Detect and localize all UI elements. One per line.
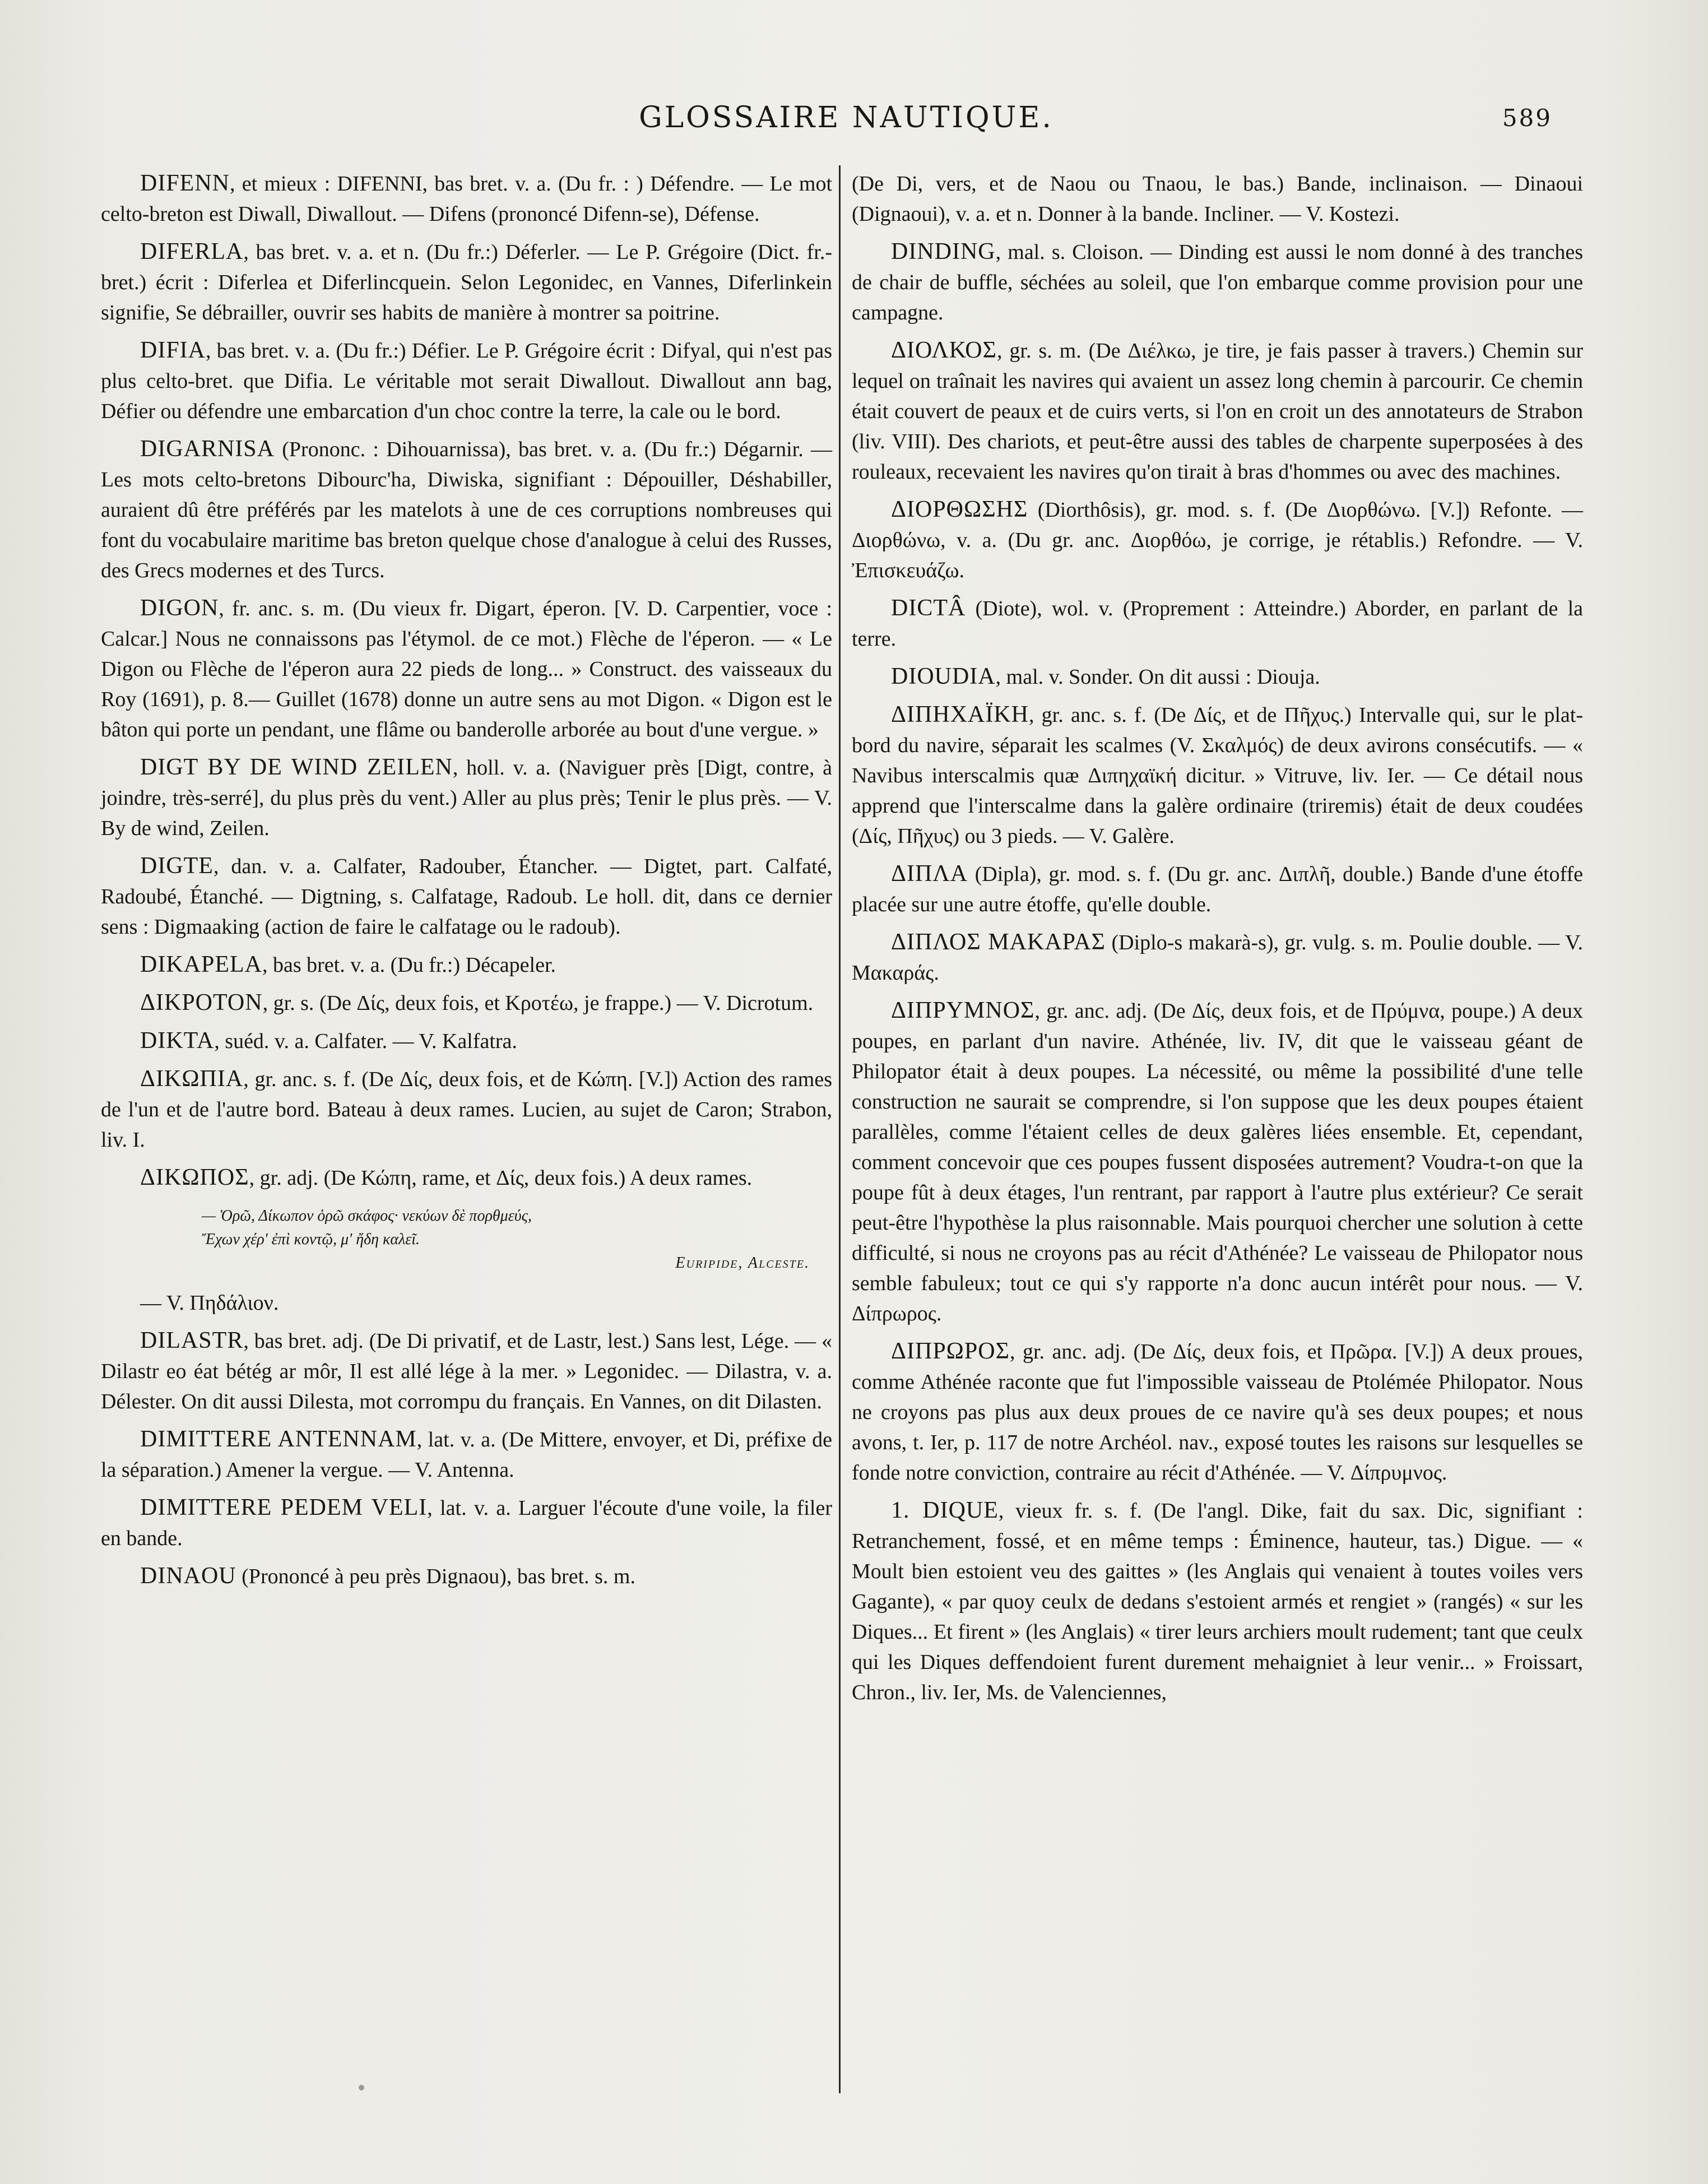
- glossary-entry: [101, 1561, 832, 1592]
- entry-text: , bas bret. v. a. et n. (Du fr.:) Déferler. — Le P. Grégoire (Dict. fr.-bret.) écrit : Diferlea et Diferlincquein. Selon Legonidec, en Vannes, Diferlinkein signifie, Se débrailler, ouvrir ses habits de manière à montrer sa poitrine.: [101, 240, 832, 324]
- entry-headword: ΔΙΠΗΧΑΪΚΗ: [891, 702, 1029, 727]
- glossary-entry: [852, 1495, 1583, 1708]
- glossary-entry: [101, 434, 832, 586]
- entry-text: , dan. v. a. Calfater, Radouber, Étancher. — Digtet, part. Calfaté, Radoubé, Étanché. — Digtning, s. Calfatage, Radoub. Le holl. dit, dans ce dernier sens : Digmaaking (action de faire le calfatage ou le radoub).: [101, 855, 832, 939]
- glossary-entry: [852, 237, 1583, 328]
- entry-headword: 1. DIQUE: [891, 1497, 999, 1523]
- entry-text: , gr. anc. adj. (De Δίς, deux fois, et Πρῶρα. [V.]) A deux proues, comme Athénée raconte que fut l'impossible vaisseau de Ptolémée Philopator. Nous ne croyons pas plus aux deux proues de ce navire qu'à ses deux poupes; et nous avons, t. Ier, p. 117 de notre Archéol. nav., exposé toutes les raisons sur lesquelles se fonde notre conviction, contraire au récit d'Athénée. — V. Δίπρυμνος.: [852, 1340, 1583, 1485]
- entry-text: (Diorthôsis), gr. mod. s. f. (De Διορθώνω. [V.]) Refonte. — Διορθώνω, v. a. (Du gr. anc. Διορθόω, je corrige, je rétablis.) Refondre. — V. Ἐπισκευάζω.: [852, 498, 1583, 582]
- entry-headword: DIMITTERE ANTENNAM: [140, 1426, 417, 1452]
- glossary-entry: [101, 593, 832, 745]
- entry-text: (Diplo-s makarà-s), gr. vulg. s. m. Poulie double. — V. Μακαράς.: [852, 931, 1583, 985]
- glossary-entry: [101, 168, 832, 229]
- page-number: 589: [1502, 104, 1552, 132]
- entry-text: , gr. anc. adj. (De Δίς, deux fois, et de Πρύμνα, poupe.) A deux poupes, en parlant d'un navire. Athénée, liv. IV, dit que le vaisseau géant de Philopator était à deux poupes. La nécessité, ou même la possibilité d'une telle construction ne saurait se comprendre, si l'on suppose que les deux poupes étaient parallèles, comme l'étaient celles de deux galères liées ensemble. Et, cependant, comment concevoir que ces poupes fussent disposées autrement? Voudra-t-on que la poupe fût à deux étages, l'un rentrant, par rapport à l'autre plus extérieur? Ce serait peut-être l'hypothèse la plus raisonnable. Mais pourquoi chercher une solution à cette difficulté, si nous ne croyons pas au récit d'Athénée? Le vaisseau de Philopator nous semble fabuleux; tout ce qui s'y rapporte n'a donc aucun intérêt pour nous. — V. Δίπρωρος.: [852, 999, 1583, 1325]
- entry-text: (Dipla), gr. mod. s. f. (Du gr. anc. Διπλῆ, double.) Bande d'une étoffe placée sur une autre étoffe, qu'elle double.: [852, 863, 1583, 916]
- entry-text: (Prononc. : Dihouarnissa), bas bret. v. a. (Du fr.:) Dégarnir. — Les mots celto-bretons Dibourc'ha, Diwiska, signifiant : Dépouiller, Déshabiller, auraient dû être préférés par les matelots à une de ces corruptions nombreuses qui font du vocabulaire maritime bas breton quelque chose d'analogue à celui des Russes, des Grecs modernes et des Turcs.: [101, 438, 832, 582]
- glossary-entry: [101, 987, 832, 1018]
- entry-headword: DIGON: [140, 595, 219, 621]
- entry-headword: DIFENN: [140, 170, 230, 196]
- entry-text: , gr. anc. s. f. (De Δίς, deux fois, et de Κώπη. [V.]) Action des rames de l'un et de l'autre bord. Bateau à deux rames. Lucien, au sujet de Caron; Strabon, liv. I.: [101, 1068, 832, 1152]
- entry-headword: DINAOU: [140, 1563, 236, 1589]
- entry-headword: DILASTR: [140, 1328, 244, 1353]
- glossary-entry: [101, 1064, 832, 1155]
- left-column: [101, 168, 832, 1599]
- glossary-entry: [101, 335, 832, 426]
- glossary-entry: [852, 1336, 1583, 1488]
- glossary-entry: [852, 494, 1583, 586]
- glossary-entry: [852, 859, 1583, 920]
- entry-text: , gr. s. m. (De Διέλκω, je tire, je fais passer à travers.) Chemin sur lequel on traînait les navires qui avaient un assez long chemin à parcourir. Ce chemin était couvert de peaux et de cuirs verts, si l'on en croit un des annotateurs de Strabon (liv. VIII). Des chariots, et peut-être aussi des tables de charpente superposées à des rouleaux, recevaient les navires qu'on tirait à bras d'hommes ou avec des machines.: [852, 339, 1583, 484]
- entry-text: , gr. s. (De Δίς, deux fois, et Κροτέω, je frappe.) — V. Dicrotum.: [262, 991, 814, 1015]
- entry-text: , et mieux : DIFENNI, bas bret. v. a. (Du fr. : ) Défendre. — Le mot celto-breton est Diwall, Diwallout. — Difens (prononcé Difenn-se), Défense.: [101, 172, 832, 226]
- glossary-entry: [852, 995, 1583, 1329]
- entry-headword: DINDING: [891, 239, 996, 265]
- glossary-entry: [101, 1287, 832, 1318]
- entry-headword: ΔΙΚΩΠΙΑ: [140, 1066, 244, 1092]
- entry-headword: ΔΙΠΡΩΡΟΣ: [891, 1338, 1010, 1364]
- glossary-entry: [101, 752, 832, 843]
- ink-speck: [359, 2085, 364, 2090]
- entry-text: , bas bret. v. a. (Du fr.:) Défier. Le P. Grégoire écrit : Difyal, qui n'est pas plus celto-bret. que Difia. Le véritable mot serait Diwallout. Diwallout ann bag, Défier ou défendre une embarcation d'un choc contre la terre, la cale ou le bord.: [101, 339, 832, 423]
- glossary-entry: [101, 1325, 832, 1417]
- column-rule: [839, 165, 841, 2093]
- glossary-entry: [101, 237, 832, 328]
- glossary-entry: [852, 699, 1583, 851]
- running-title: GLOSSAIRE NAUTIQUE.: [639, 101, 1053, 135]
- glossary-entry: [852, 168, 1583, 229]
- entry-headword: DIFIA: [140, 337, 206, 363]
- entry-text: (Prononcé à peu près Dignaou), bas bret. s. m.: [236, 1565, 635, 1588]
- entry-headword: ΔΙΚΩΠΟΣ: [140, 1165, 249, 1190]
- entry-headword: DIMITTERE PEDEM VELI: [140, 1495, 428, 1520]
- entry-headword: ΔΙΟΛΚΟΣ: [891, 337, 997, 363]
- entry-text: , mal. s. Cloison. — Dinding est aussi le nom donné à des tranches de chair de buffle, séchées au soleil, que l'on embarque comme provision pour une campagne.: [852, 240, 1583, 324]
- glossary-entry: [852, 661, 1583, 692]
- entry-text: , gr. adj. (De Κώπη, rame, et Δίς, deux fois.) A deux rames.: [249, 1166, 753, 1190]
- entry-text: , suéd. v. a. Calfater. — V. Kalfatra.: [214, 1030, 517, 1053]
- entry-headword: ΔΙΟΡΘΩΣΗΣ: [891, 497, 1028, 522]
- entry-headword: ΔΙΚΡΟΤΟΝ: [140, 990, 263, 1016]
- entry-headword: DIGARNISA: [140, 436, 275, 462]
- entry-headword: DIOUDIA: [891, 664, 996, 689]
- entry-text: , bas bret. adj. (De Di privatif, et de Lastr, lest.) Sans lest, Lége. — « Dilastr eo éat bétég ar môr, Il est allé lége à la mer. » Legonidec. — Dilastra, v. a. Délester. On dit aussi Dilesta, mot corrompu du français. En Vannes, on dit Dilasten.: [101, 1329, 832, 1413]
- entry-text: , mal. v. Sonder. On dit aussi : Diouja.: [995, 665, 1320, 689]
- glossary-entry: [101, 1162, 832, 1193]
- entry-text: , vieux fr. s. f. (De l'angl. Dike, fait du sax. Dic, signifiant : Retranchement, fossé, et en même temps : Éminence, hauteur, tas.) Digue. — « Moult bien estoient veu des gaittes » (les Anglais qui venaient à toutes voiles vers Gagante), « par quoy ceulx de dedans s'estoient armés et rengiet » (rangés) « sur les Diques... Et firent » (les Anglais) « tirer leurs archiers moult rudement; tant que ceulx qui les Diques deffendoient furent durement mehaigniet à leur venir... » Froissart, Chron., liv. Ier, Ms. de Valenciennes,: [852, 1499, 1583, 1704]
- entry-headword: DIKAPELA: [140, 952, 262, 977]
- glossary-entry: [852, 927, 1583, 988]
- verse-quotation: [101, 1204, 832, 1275]
- entry-text: — V. Πηδάλιον.: [140, 1291, 279, 1315]
- glossary-entry: [852, 593, 1583, 654]
- entry-text: , bas bret. v. a. (Du fr.:) Décapeler.: [262, 953, 556, 977]
- glossary-entry: [852, 335, 1583, 487]
- entry-headword: ΔΙΠΛΑ: [891, 861, 968, 887]
- glossary-entry: [101, 851, 832, 942]
- right-column: [852, 168, 1583, 1715]
- entry-text: , fr. anc. s. m. (Du vieux fr. Digart, éperon. [V. D. Carpentier, voce : Calcar.] Nous ne connaissons pas l'étymol. de ce mot.) Flèche de l'éperon. — « Le Digon ou Flèche de l'éperon aura 22 pieds de long... » Construct. des vaisseaux du Roy (1691), p. 8.— Guillet (1678) donne un autre sens au mot Digon. « Digon est le bâton qui porte un pendant, une flâme ou banderolle arborée au bout d'une vergue. »: [101, 597, 832, 741]
- entry-headword: DIGTE: [140, 853, 214, 879]
- entry-text: (De Di, vers, et de Naou ou Tnaou, le bas.) Bande, inclinaison. — Dinaoui (Dignaoui), v. a. et n. Donner à la bande. Incliner. — V. Kostezi.: [852, 172, 1583, 226]
- quote-line: — Ὁρῶ, Δίκωπον ὁρῶ σκάφος· νεκύων δὲ πορθμεύς,: [202, 1207, 532, 1225]
- entry-text: , gr. anc. s. f. (De Δίς, et de Πῆχυς.) Intervalle qui, sur le plat-bord du navire, séparait les scalmes (V. Σκαλμός) de deux avirons consécutifs. — « Navibus interscalmis quæ Διπηχαϊκή dicitur. » Vitruve, liv. Ier. — Ce détail nous apprend que l'interscalme dans la galère ordinaire (triremis) était de deux coudées (Δίς, Πῆχυς) ou 3 pieds. — V. Galère.: [852, 703, 1583, 848]
- quote-line: Ἔχων χέρ' ἐπὶ κοντῷ, μ' ἤδη καλεῖ.: [202, 1231, 420, 1248]
- entry-headword: DIFERLA: [140, 239, 244, 265]
- quote-attribution: Euripide, Alceste.: [675, 1254, 810, 1272]
- page-header: [90, 101, 1603, 146]
- glossary-entry: [101, 1492, 832, 1554]
- entry-headword: DIGT BY DE WIND ZEILEN: [140, 754, 453, 780]
- entry-headword: ΔΙΠΛΟΣ ΜΑΚΑΡΑΣ: [891, 929, 1106, 955]
- entry-headword: DIKTA: [140, 1028, 215, 1054]
- glossary-entry: [101, 949, 832, 980]
- entry-headword: ΔΙΠΡΥΜΝΟΣ: [891, 998, 1035, 1023]
- entry-text: , lat. v. a. Larguer l'écoute d'une voile, la filer en bande.: [101, 1496, 833, 1550]
- glossary-entry: [101, 1026, 832, 1056]
- entry-text: (Diote), wol. v. (Proprement : Atteindre.) Aborder, en parlant de la terre.: [852, 597, 1583, 651]
- entry-text: , lat. v. a. (De Mittere, envoyer, et Di, préfixe de la séparation.) Amener la vergue. — V. Antenna.: [101, 1428, 832, 1482]
- glossary-entry: [101, 1424, 832, 1485]
- entry-text: , holl. v. a. (Naviguer près [Digt, contre, à joindre, très-serré], du plus près du vent.) Aller au plus près; Tenir le plus près. — V. By de wind, Zeilen.: [101, 756, 833, 840]
- entry-headword: DICTÂ: [891, 595, 966, 621]
